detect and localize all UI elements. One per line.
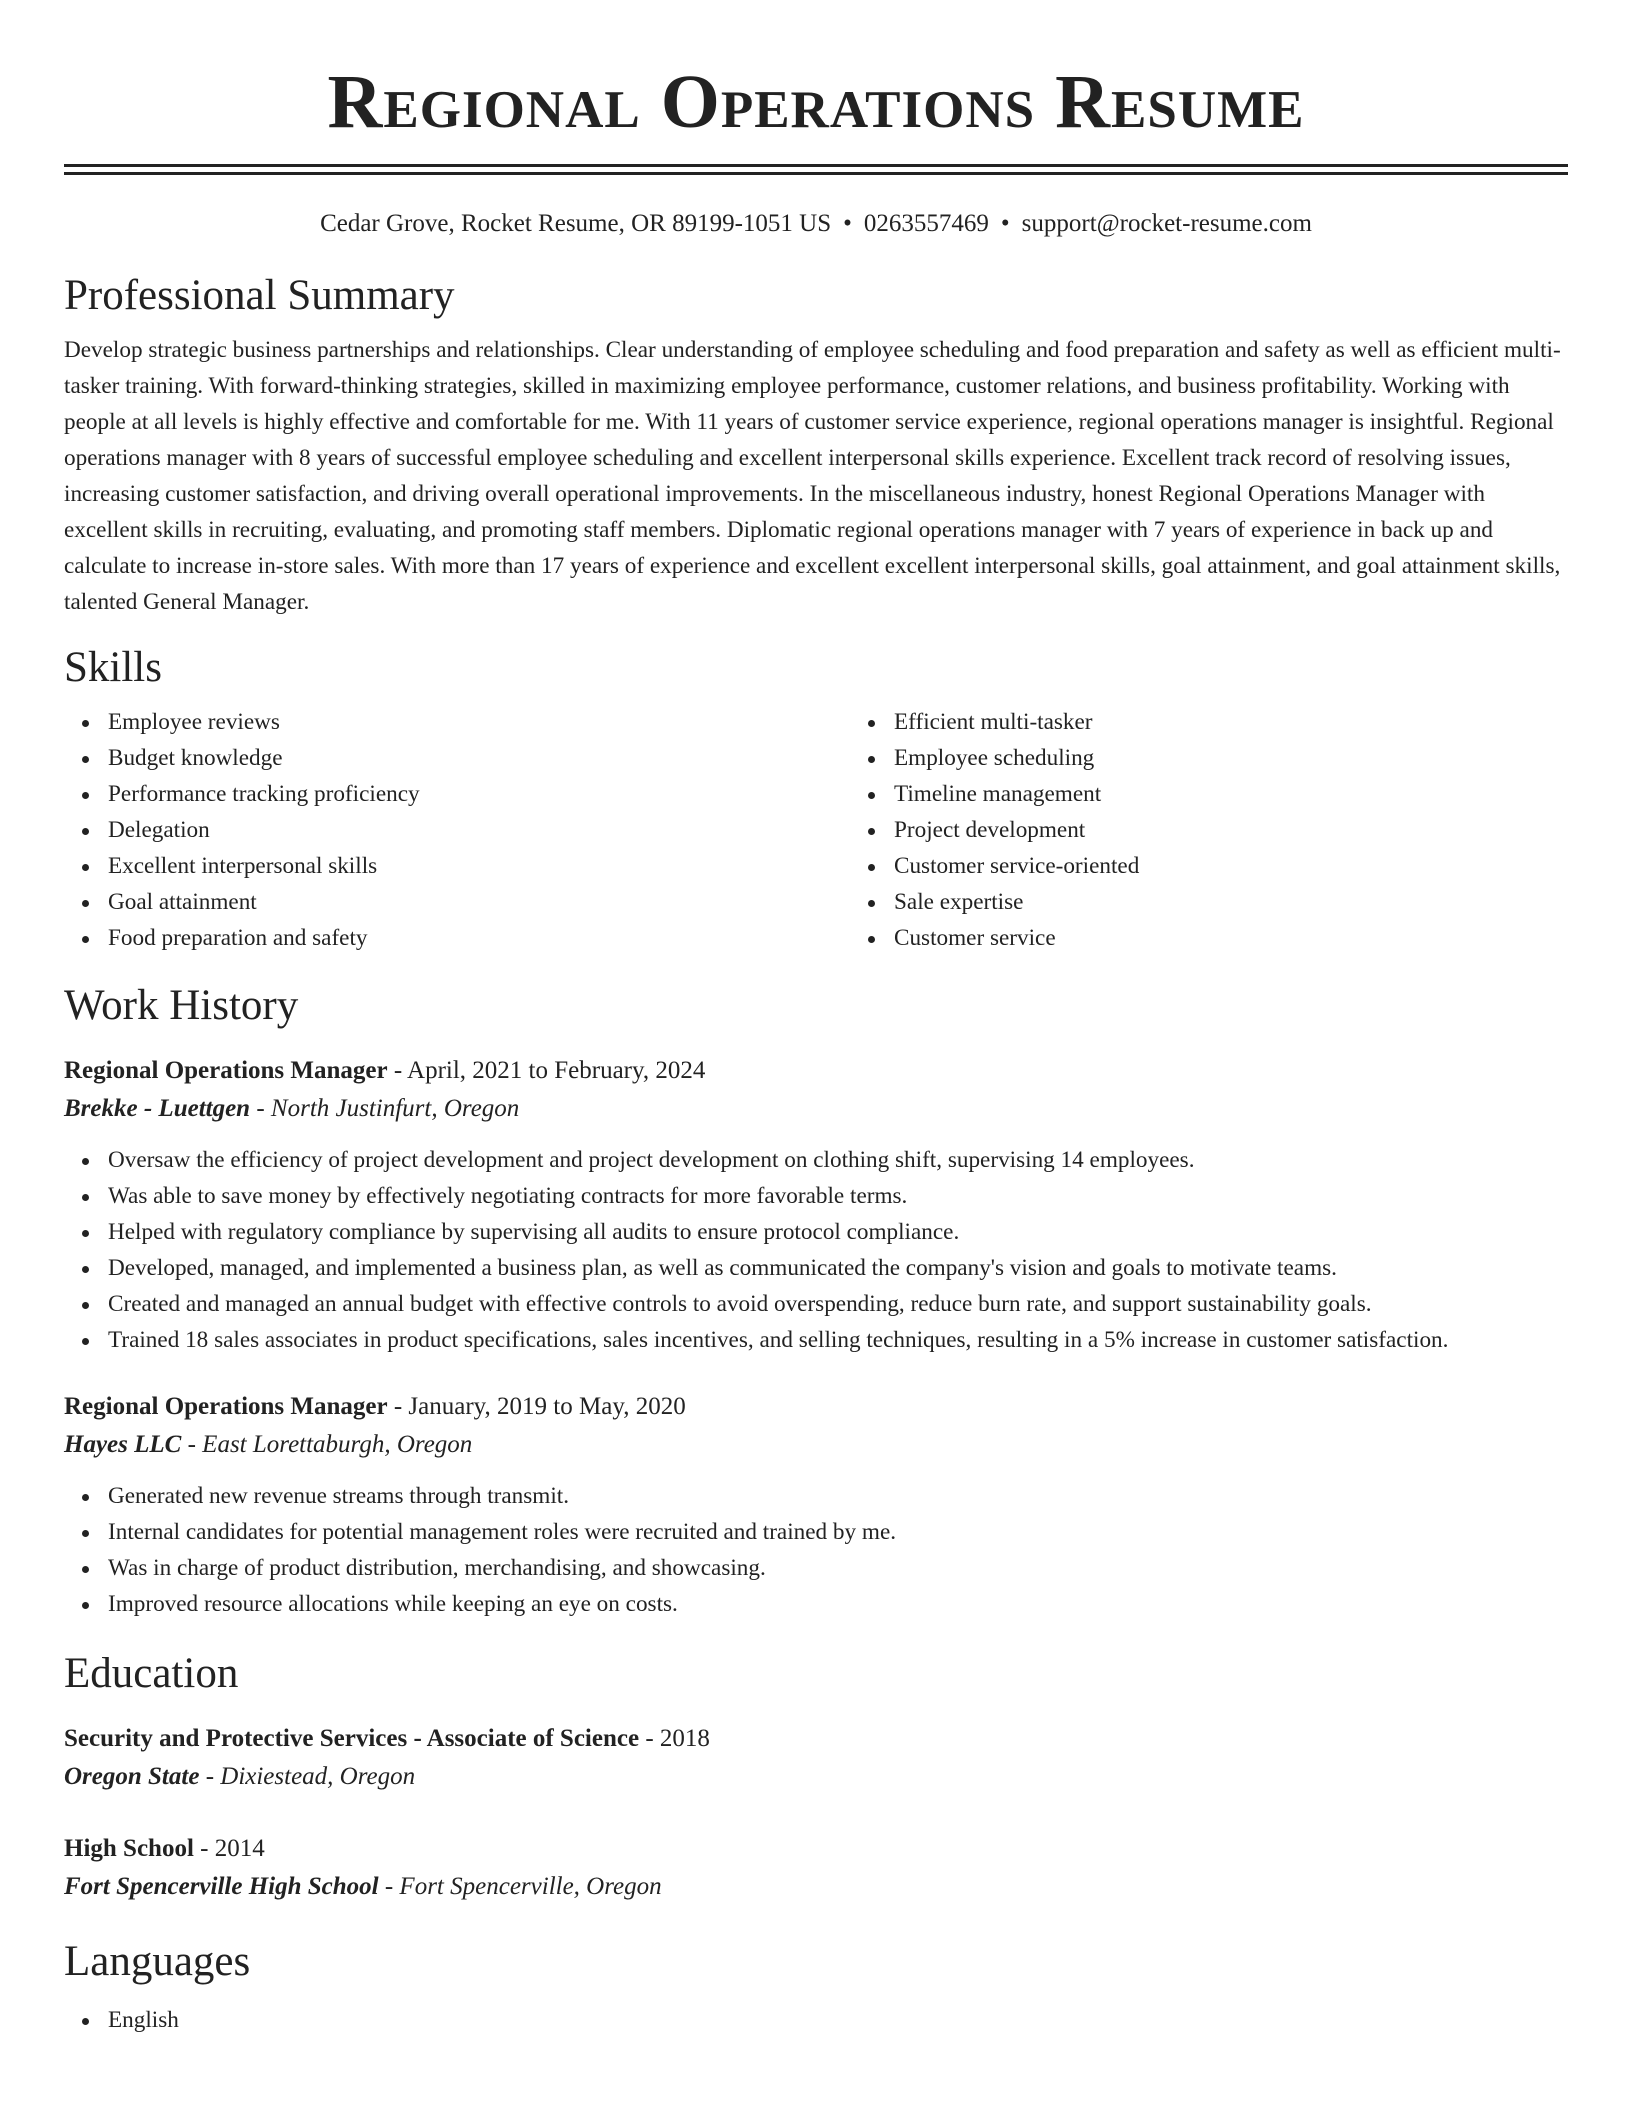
education-degree-line <box>64 1720 1568 1758</box>
job-bullet: Helped with regulatory compliance by supervising all audits to ensure protocol compliance. <box>108 1214 1568 1250</box>
job-bullet: Developed, managed, and implemented a business plan, as well as communicated the company's vision and goals to motivate teams. <box>108 1250 1568 1286</box>
skill-item: Food preparation and safety <box>108 920 850 956</box>
education-school: Fort Spencerville High School <box>64 1873 379 1900</box>
job-role: Regional Operations Manager <box>64 1057 388 1084</box>
job-header <box>64 1388 1568 1426</box>
job-company-line <box>64 1090 1568 1128</box>
contact-separator: • <box>843 210 852 237</box>
skills-list-right <box>850 704 1632 956</box>
job-location: - North Justinfurt, Oregon <box>250 1095 520 1122</box>
education-school-line <box>64 1868 1568 1906</box>
job-company: Brekke - Luettgen <box>64 1095 251 1122</box>
job-dates: - January, 2019 to May, 2020 <box>387 1393 686 1420</box>
resume-page <box>64 0 1568 2038</box>
skill-item: Excellent interpersonal skills <box>108 848 850 884</box>
job-bullet: Was in charge of product distribution, merchandising, and showcasing. <box>108 1550 1568 1586</box>
skill-item: Goal attainment <box>108 884 850 920</box>
job-bullets <box>64 1478 1568 1622</box>
skill-item: Efficient multi-tasker <box>894 704 1632 740</box>
job-entry <box>64 1388 1568 1622</box>
summary-heading: Professional Summary <box>64 272 455 319</box>
education-year: - 2018 <box>639 1725 710 1752</box>
skills-list-left <box>64 704 850 956</box>
education-entry <box>64 1830 1568 1906</box>
work-history-heading: Work History <box>64 982 299 1029</box>
skill-item: Employee scheduling <box>894 740 1632 776</box>
job-role: Regional Operations Manager <box>64 1393 388 1420</box>
skill-item: Timeline management <box>894 776 1632 812</box>
job-bullets <box>64 1142 1568 1358</box>
job-bullet: Was able to save money by effectively negotiating contracts for more favorable terms. <box>108 1178 1568 1214</box>
skill-item: Customer service <box>894 920 1632 956</box>
skill-item: Sale expertise <box>894 884 1632 920</box>
job-header <box>64 1052 1568 1090</box>
contact-email: support@rocket-resume.com <box>1021 210 1312 237</box>
education-school: Oregon State <box>64 1763 200 1790</box>
job-bullet: Trained 18 sales associates in product specifications, sales incentives, and selling techniques, resulting in a 5% increase in customer satisfaction. <box>108 1322 1568 1358</box>
skills-columns <box>64 704 1568 956</box>
job-bullet: Oversaw the efficiency of project development and project development on clothing shift, supervising 14 employees. <box>108 1142 1568 1178</box>
education-location: - Dixiestead, Oregon <box>199 1763 416 1790</box>
language-item: English <box>108 2002 1568 2038</box>
contact-separator: • <box>1000 210 1010 237</box>
education-heading: Education <box>64 1650 239 1697</box>
skill-item: Delegation <box>108 812 850 848</box>
job-bullet: Created and managed an annual budget with effective controls to avoid overspending, reduce burn rate, and support sustainability goals. <box>108 1286 1568 1322</box>
contact-line <box>64 208 1568 240</box>
job-company: Hayes LLC <box>64 1431 182 1458</box>
job-bullet: Internal candidates for potential management roles were recruited and trained by me. <box>108 1514 1568 1550</box>
skills-heading: Skills <box>64 644 162 691</box>
job-bullet: Improved resource allocations while keeping an eye on costs. <box>108 1586 1568 1622</box>
summary-text: Develop strategic business partnerships and relationships. Clear understanding of employee scheduling and food preparation and safety as well as efficient multi-tasker training. With forward-thinking strategies, skilled in maximizing employee performance, customer relations, and business profitability. Working with people at all levels is highly effective and comfortable for me. With 11 years of customer service experience, regional operations manager is insightful. Regional operations manager with 8 years of successful employee scheduling and excellent interpersonal skills experience. Excellent track record of resolving issues, increasing customer satisfaction, and driving overall operational improvements. In the miscellaneous industry, honest Regional Operations Manager with excellent skills in recruiting, evaluating, and promoting staff members. Diplomatic regional operations manager with 7 years of experience in back up and calculate to increase in-store sales. With more than 17 years of experience and excellent excellent interpersonal skills, goal attainment, and goal attainment skills, talented General Manager. <box>64 337 1561 615</box>
job-entry <box>64 1052 1568 1358</box>
skill-item: Budget knowledge <box>108 740 850 776</box>
education-entry <box>64 1720 1568 1796</box>
education-degree: Security and Protective Services - Associate of Science <box>64 1725 640 1752</box>
skill-item: Performance tracking proficiency <box>108 776 850 812</box>
education-school-line <box>64 1758 1568 1796</box>
education-year: - 2014 <box>193 1835 265 1862</box>
job-company-line <box>64 1426 1568 1464</box>
languages-heading: Languages <box>64 1938 251 1985</box>
education-degree: High School <box>64 1835 194 1862</box>
skill-item: Employee reviews <box>108 704 850 740</box>
job-bullet: Generated new revenue streams through transmit. <box>108 1478 1568 1514</box>
skill-item: Customer service-oriented <box>894 848 1632 884</box>
resume-title: Regional Operations Resume <box>327 60 1305 144</box>
job-dates: - April, 2021 to February, 2024 <box>387 1057 706 1084</box>
job-location: - East Lorettaburgh, Oregon <box>181 1431 473 1458</box>
education-location: - Fort Spencerville, Oregon <box>378 1873 662 1900</box>
education-degree-line <box>64 1830 1568 1868</box>
contact-phone: 0263557469 <box>863 210 989 237</box>
skill-item: Project development <box>894 812 1632 848</box>
contact-address: Cedar Grove, Rocket Resume, OR 89199-1051 US <box>320 210 832 237</box>
languages-list <box>64 2002 1568 2038</box>
header-divider <box>64 164 1568 175</box>
